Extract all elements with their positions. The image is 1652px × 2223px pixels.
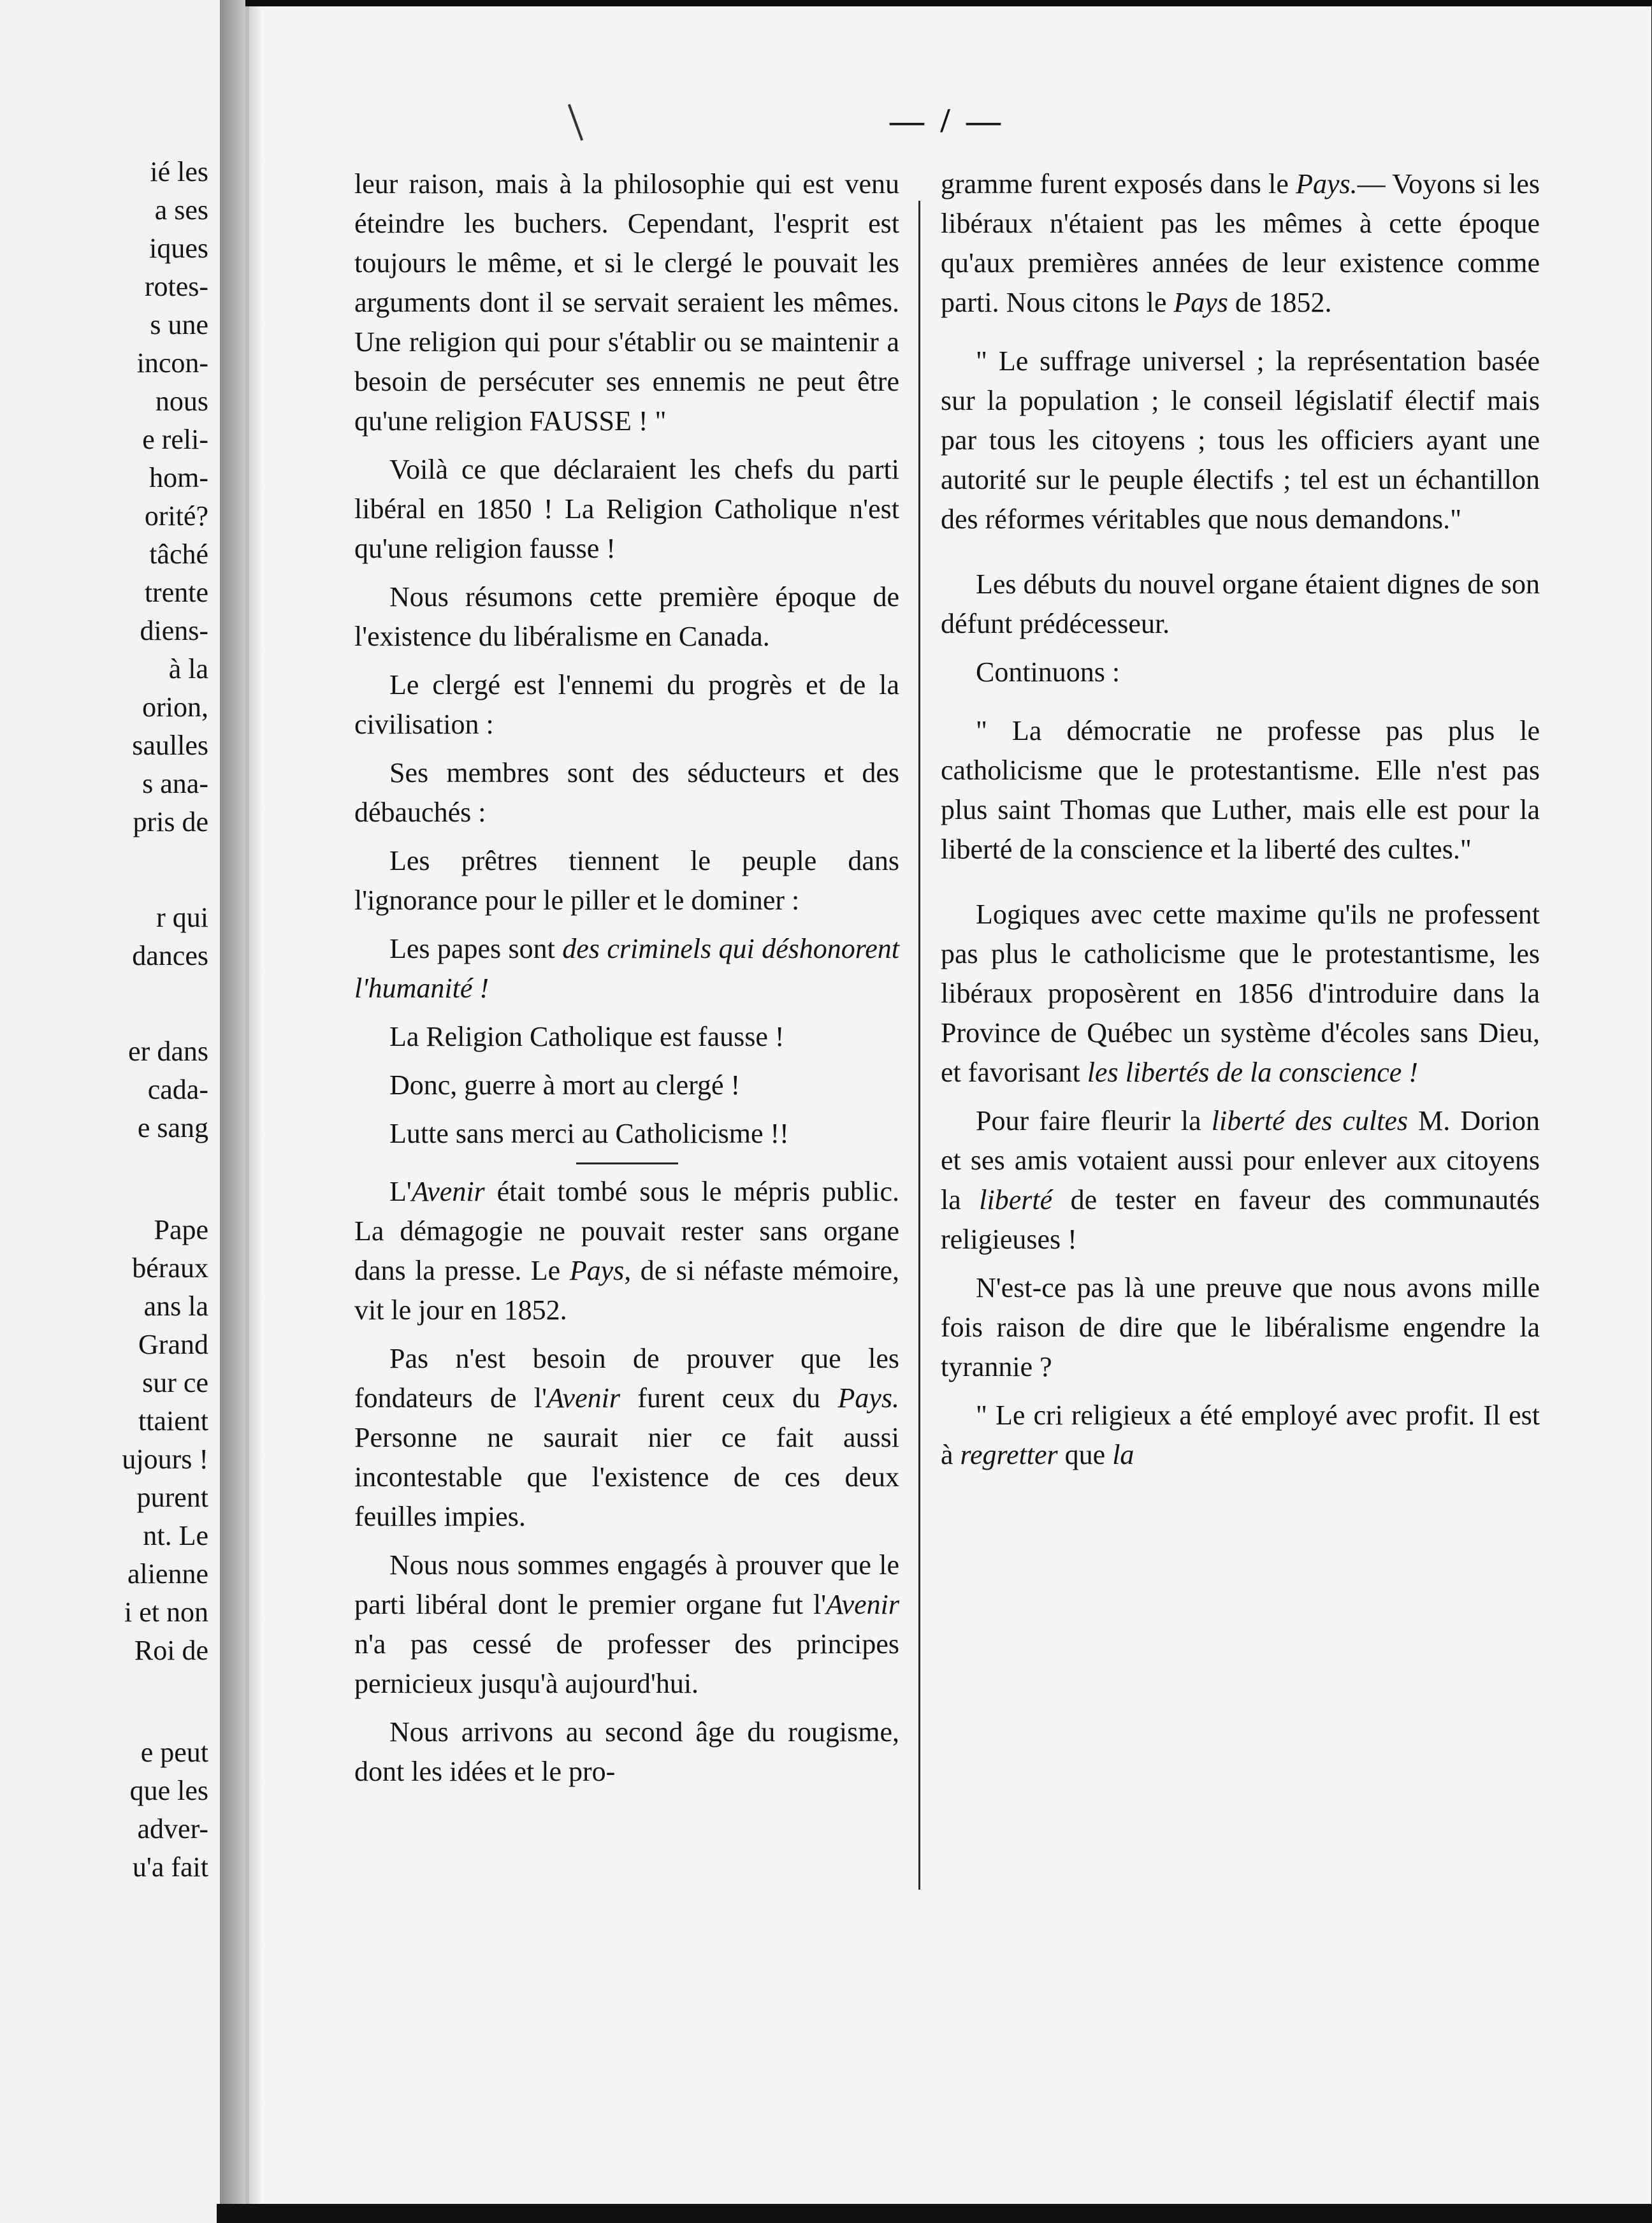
italic-run: Pays (1173, 287, 1228, 318)
paragraph: Continuons : (976, 656, 1120, 688)
quoted-paragraph: " Le suffrage universel ; la représentation basée sur la population ; le conseil législatif électif mais par tous les citoyens ; tous les officiers ayant une autorité sur le peuple électifs ; tel est un échantillon des réformes véritables que nous demandons." (941, 345, 1540, 535)
italic-run: des criminels qui déshonorent l'humanité ! (354, 933, 899, 1004)
italic-run: les libertés de la conscience ! (1087, 1057, 1418, 1088)
text-run: Les papes sont (389, 933, 563, 964)
paragraph: Le clergé est l'ennemi du progrès et de la civilisation : (354, 669, 899, 740)
italic-run: la (1112, 1439, 1134, 1470)
adjacent-page-line: u'a fait (132, 1851, 208, 1883)
adjacent-page-line: à la (168, 653, 208, 684)
italic-run: Pays (569, 1255, 625, 1286)
text-run: Logiques avec cette maxime qu'ils ne professent pas plus le catholicisme que le protestantisme, les libéraux proposèrent en 1856 d'introduire dans la Province de Québec un système d'écoles sans Dieu, et favorisant (941, 899, 1540, 1088)
italic-run: Avenir (411, 1176, 485, 1207)
adjacent-page-line: que les (129, 1775, 208, 1806)
paragraph (941, 1396, 1540, 1475)
adjacent-page-line: ujours ! (122, 1444, 208, 1475)
italic-run: Avenir (547, 1382, 620, 1414)
paragraph: Les prêtres tiennent le peuple dans l'ignorance pour le piller et le dominer : (354, 845, 899, 916)
column-divider (918, 201, 920, 1890)
page-fold-shadow (220, 0, 245, 2223)
adjacent-page-line: s ana- (142, 768, 208, 799)
text-run: Nous nous sommes engagés à prouver que le parti libéral dont le premier organe fut l' (354, 1549, 899, 1620)
text-run: L' (389, 1176, 412, 1207)
paragraph (941, 164, 1540, 322)
text-run: Personne ne saurait nier ce fait aussi incontestable que l'existence de ces deux feuilles impies. (354, 1422, 899, 1532)
page-number: — / — (890, 101, 1005, 140)
text-run: n'a pas cessé de professer des principes pernicieux jusqu'à aujourd'hui. (354, 1628, 899, 1699)
adjacent-page-line: Grand (138, 1329, 208, 1360)
text-run: était tombé sous le mépris public. La démagogie ne pouvait rester sans organe dans la presse. Le (354, 1176, 899, 1286)
adjacent-page-line: nous (155, 386, 208, 417)
text-run: " Le cri religieux a été employé avec profit. Il est à (941, 1400, 1540, 1470)
adjacent-page-line: ié les (150, 156, 208, 187)
text-run: gramme furent exposés dans le (941, 168, 1296, 199)
scan-bottom-edge (217, 2204, 1652, 2223)
adjacent-page-line: e peut (140, 1737, 208, 1768)
text-run: que (1057, 1439, 1113, 1470)
adjacent-page-line: Roi de (134, 1635, 208, 1666)
adjacent-page-line: diens- (140, 615, 208, 646)
adjacent-page-line: adver- (137, 1813, 208, 1844)
adjacent-page-line: nt. Le (143, 1520, 208, 1551)
text-run: Pour faire fleurir la (976, 1105, 1212, 1136)
paragraph: N'est-ce pas là une preuve que nous avons mille fois raison de dire que le libéralisme engendre la tyrannie ? (941, 1272, 1540, 1382)
left-column (354, 164, 899, 1800)
paragraph: Les débuts du nouvel organe étaient dignes de son défunt prédécesseur. (941, 568, 1540, 639)
adjacent-page-line: iques (149, 233, 208, 264)
adjacent-page-line: dances (132, 940, 208, 971)
paragraph: leur raison, mais à la philosophie qui est venu éteindre les buchers. Cependant, l'esprit est toujours le même, et si le clergé le pouvait les arguments dont il se servait seraient les mêmes. Une religion qui pour s'établir ou se maintenir a besoin de persécuter ses ennemis ne peut être qu'une religion FAUSSE ! " (354, 168, 899, 437)
adjacent-page-line: e sang (137, 1112, 208, 1143)
adjacent-page-line: Pape (154, 1214, 208, 1245)
adjacent-page-line: pris de (133, 806, 208, 837)
right-column (941, 164, 1540, 1484)
italic-run: liberté des cultes (1211, 1105, 1409, 1136)
adjacent-page-line: incon- (136, 347, 208, 379)
adjacent-page-line: er dans (128, 1036, 208, 1067)
paragraph (354, 1339, 899, 1537)
adjacent-page-line: orité? (144, 500, 208, 532)
text-run: , de si néfaste mémoire, vit le jour en 1852. (354, 1255, 899, 1326)
paragraph: Nous résumons cette première époque de l'existence du libéralisme en Canada. (354, 581, 899, 652)
adjacent-page-line: alienne (127, 1558, 208, 1589)
paragraph: Lutte sans merci au Catholicisme !! (389, 1118, 789, 1149)
section-rule (576, 1162, 678, 1164)
paragraph: Ses membres sont des séducteurs et des débauchés : (354, 757, 899, 828)
paragraph (941, 1101, 1540, 1259)
paragraph (354, 1172, 899, 1330)
paragraph (941, 895, 1540, 1092)
adjacent-page-line: béraux (132, 1252, 208, 1284)
adjacent-page-line: i et non (124, 1597, 208, 1628)
text-run: — Voyons si les libéraux n'étaient pas les mêmes à cette époque qu'aux premières années de leur existence comme parti. Nous citons le (941, 168, 1540, 318)
italic-run: Pays. (837, 1382, 899, 1414)
italic-run: regretter (960, 1439, 1058, 1470)
adjacent-page-line: orion, (142, 692, 208, 723)
quoted-paragraph: " La démocratie ne professe pas plus le catholicisme que le protestantisme. Elle n'est pas plus saint Thomas que Luther, mais elle est pour la liberté de la conscience et la liberté des cultes." (941, 715, 1540, 865)
paragraph: La Religion Catholique est fausse ! (389, 1021, 785, 1052)
italic-run: Avenir (826, 1589, 899, 1620)
paragraph: Nous arrivons au second âge du rougisme, dont les idées et le pro- (354, 1716, 899, 1787)
scan-mark (568, 104, 583, 141)
italic-run: Pays. (1296, 168, 1358, 199)
page-gutter (249, 6, 262, 2218)
adjacent-left-page (0, 0, 220, 2223)
adjacent-page-line: ans la (143, 1291, 208, 1322)
adjacent-page-line: rotes- (144, 271, 208, 302)
text-run: M. Dorion et ses amis votaient aussi pour enlever aux citoyens la (941, 1105, 1540, 1215)
adjacent-page-line: e reli- (142, 424, 208, 455)
text-run: de 1852. (1228, 287, 1332, 318)
adjacent-page-line: trente (144, 577, 208, 608)
text-run: Pas n'est besoin de prouver que les fondateurs de l' (354, 1343, 899, 1414)
italic-run: liberté (979, 1184, 1053, 1215)
adjacent-page-line: a ses (154, 194, 208, 226)
paragraph (354, 1546, 899, 1704)
adjacent-page-line: ttaient (138, 1405, 208, 1437)
paragraph (354, 929, 899, 1008)
adjacent-page-line: s une (150, 309, 208, 340)
paragraph: Voilà ce que déclaraient les chefs du parti libéral en 1850 ! La Religion Catholique n'est qu'une religion fausse ! (354, 454, 899, 564)
adjacent-page-line: hom- (149, 462, 208, 493)
adjacent-page-line: purent (136, 1482, 208, 1513)
paragraph: Donc, guerre à mort au clergé ! (389, 1069, 741, 1101)
adjacent-page-line: tâché (149, 539, 208, 570)
adjacent-page-line: sur ce (142, 1367, 208, 1398)
adjacent-page-line: cada- (147, 1074, 208, 1105)
adjacent-page-line: r qui (156, 902, 208, 933)
adjacent-page-line: saulles (132, 730, 208, 761)
text-run: furent ceux du (620, 1382, 838, 1414)
text-run: de tester en faveur des communautés religieuses ! (941, 1184, 1540, 1255)
main-page (245, 6, 1651, 2218)
